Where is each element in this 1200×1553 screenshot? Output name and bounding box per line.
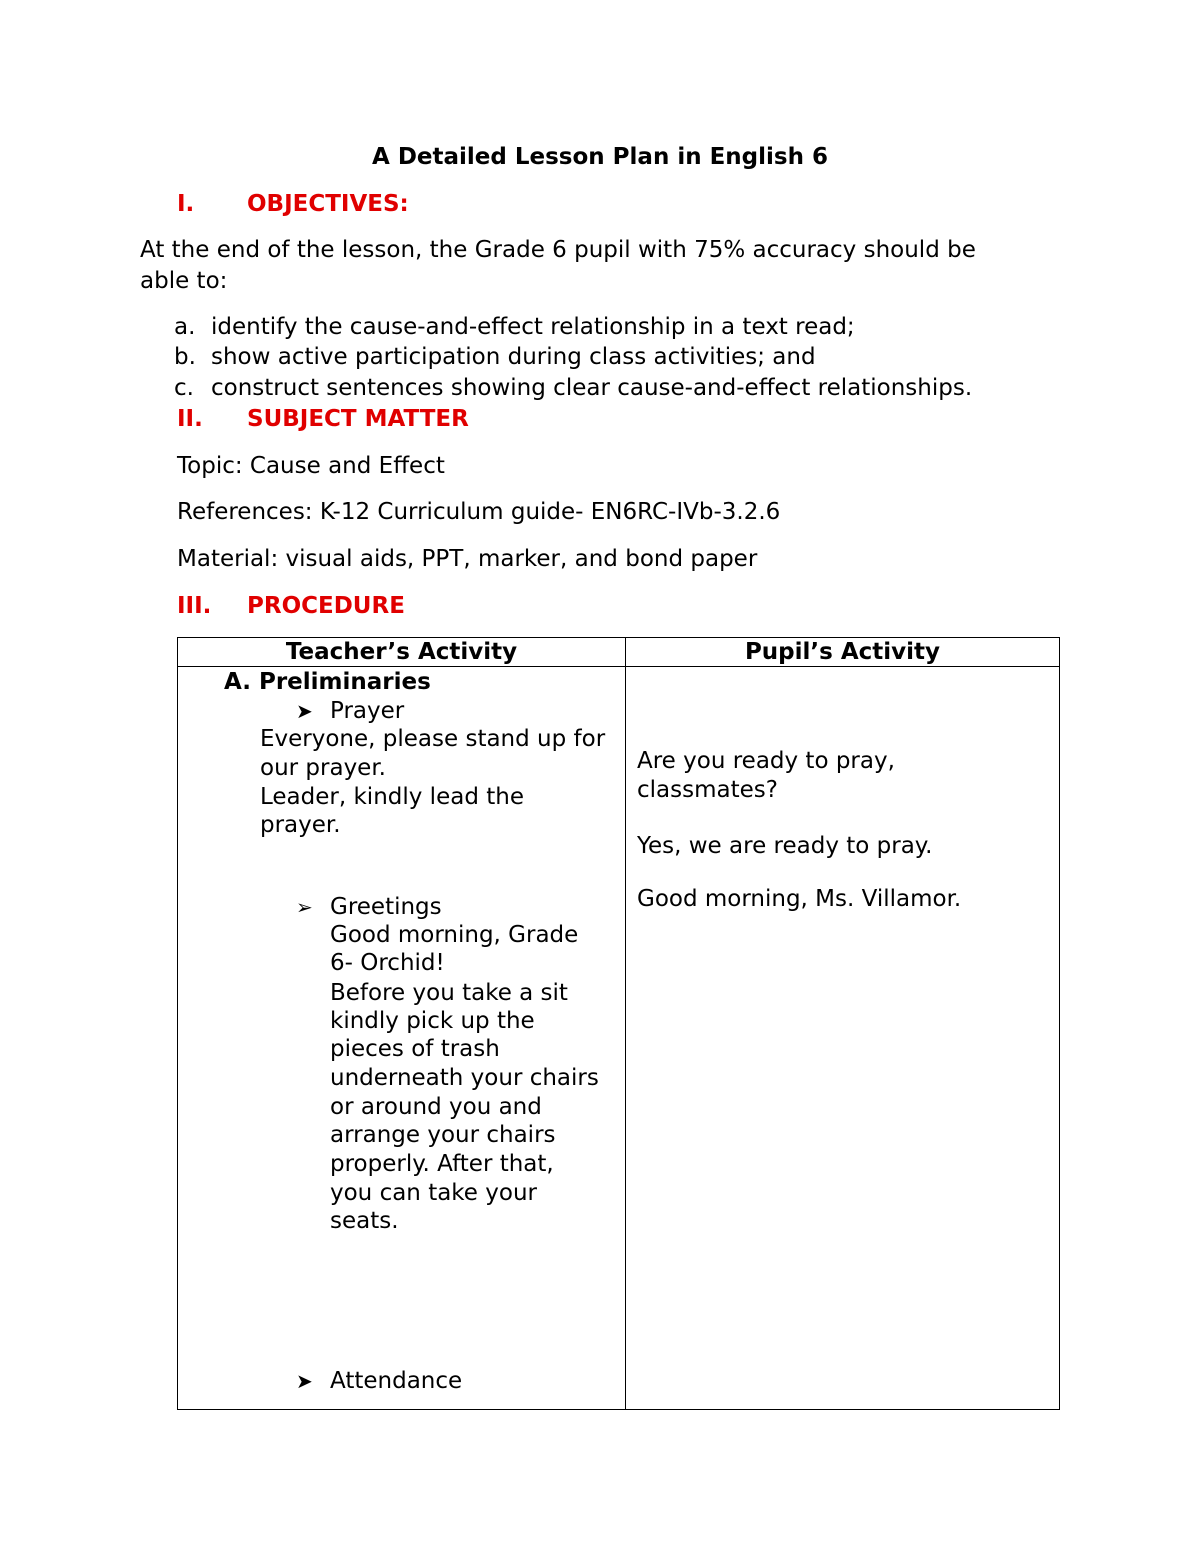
header-pupil-activity: Pupil’s Activity	[626, 638, 1060, 667]
pupil-line-4: Good morning, Ms. Villamor.	[637, 886, 962, 912]
table-header-row	[178, 638, 1060, 667]
greetings-line-1: Good morning, Grade	[330, 922, 579, 948]
section-title-objectives: OBJECTIVES:	[247, 191, 409, 217]
preliminaries-heading: A. Preliminaries	[224, 669, 431, 695]
pupil-activity-cell	[626, 667, 1060, 1410]
objective-marker-c: c.	[174, 375, 194, 401]
greetings-line-2: 6- Orchid!	[330, 950, 445, 976]
page-title: A Detailed Lesson Plan in English 6	[372, 144, 828, 170]
objective-item-a: identify the cause-and-effect relationship in a text read;	[211, 314, 855, 340]
greetings-line-10: you can take your	[330, 1180, 537, 1206]
pupil-line-2: classmates?	[637, 777, 778, 803]
objectives-intro-line-1: At the end of the lesson, the Grade 6 pupil with 75% accuracy should be	[140, 237, 976, 263]
greetings-line-6: underneath your chairs	[330, 1065, 599, 1091]
objective-marker-a: a.	[174, 314, 196, 340]
prayer-line-2: our prayer.	[260, 755, 386, 781]
arrow-bullet-icon: ➤	[296, 699, 313, 723]
greetings-line-7: or around you and	[330, 1094, 542, 1120]
subject-references: References: K-12 Curriculum guide- EN6RC-IVb-3.2.6	[177, 499, 781, 525]
header-teacher-activity: Teacher’s Activity	[178, 638, 626, 667]
greetings-line-5: pieces of trash	[330, 1036, 500, 1062]
greetings-line-8: arrange your chairs	[330, 1122, 556, 1148]
objective-item-c: construct sentences showing clear cause-and-effect relationships.	[211, 375, 973, 401]
procedure-table	[177, 637, 1060, 1410]
prayer-line-3: Leader, kindly lead the	[260, 784, 524, 810]
pupil-line-1: Are you ready to pray,	[637, 748, 895, 774]
objectives-intro-line-2: able to:	[140, 268, 228, 294]
section-number-subject: II.	[177, 406, 203, 432]
section-title-procedure: PROCEDURE	[247, 593, 405, 619]
arrow-bullet-icon: ➤	[296, 1369, 313, 1393]
prayer-label: Prayer	[330, 698, 405, 724]
greetings-label: Greetings	[330, 894, 442, 920]
greetings-line-4: kindly pick up the	[330, 1008, 535, 1034]
section-number-objectives: I.	[177, 191, 195, 217]
attendance-label: Attendance	[330, 1368, 463, 1394]
greetings-line-11: seats.	[330, 1208, 399, 1234]
greetings-line-9: properly. After that,	[330, 1151, 554, 1177]
teacher-activity-cell	[178, 667, 626, 1410]
pupil-line-3: Yes, we are ready to pray.	[637, 833, 933, 859]
section-title-subject: SUBJECT MATTER	[247, 406, 469, 432]
table-row	[178, 667, 1060, 1410]
objective-marker-b: b.	[174, 344, 196, 370]
prayer-line-1: Everyone, please stand up for	[260, 726, 606, 752]
greetings-line-3: Before you take a sit	[330, 980, 568, 1006]
subject-topic: Topic: Cause and Effect	[177, 453, 445, 479]
section-number-procedure: III.	[177, 593, 212, 619]
prayer-line-4: prayer.	[260, 812, 341, 838]
arrow-bullet-icon: ➢	[296, 895, 313, 919]
objective-item-b: show active participation during class activities; and	[211, 344, 816, 370]
subject-material: Material: visual aids, PPT, marker, and bond paper	[177, 546, 758, 572]
